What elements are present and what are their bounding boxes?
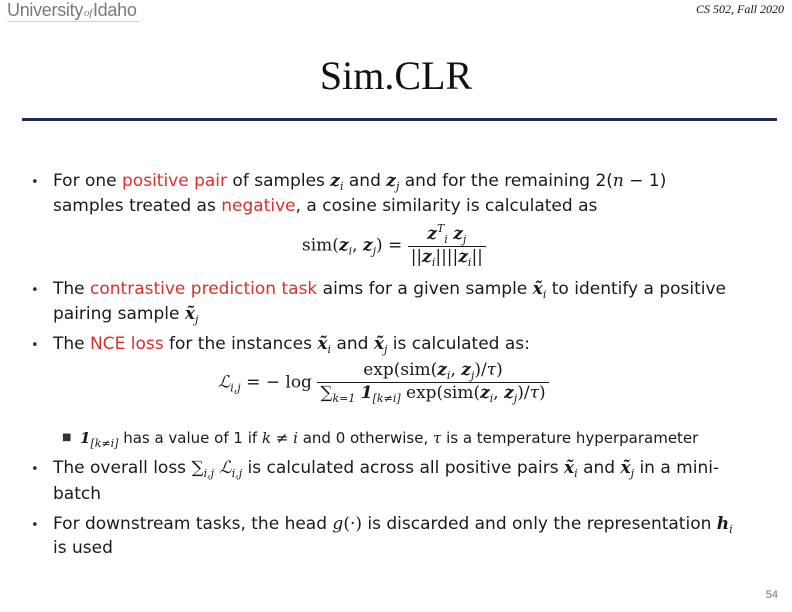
negative-highlight: negative <box>221 196 296 216</box>
bullet-2-line-1: The contrastive prediction task aims for a given sample $x̃_i$ to identify a positive <box>53 279 727 301</box>
bullet-dot: • <box>31 462 39 477</box>
nce-loss-highlight: NCE loss <box>90 334 164 354</box>
logo-university: University <box>7 0 84 20</box>
title-rule <box>22 118 777 121</box>
slide-title: Sim.CLR <box>319 53 473 98</box>
university-logo <box>7 0 137 21</box>
bullet-3-line-1: The NCE loss for the instances $x̃_i$ and $x̃_j$ is calculated as: <box>53 334 530 356</box>
bullet-dot: • <box>31 518 39 533</box>
sub-bullet-square: ■ <box>62 432 72 443</box>
bullet-dot: • <box>31 175 39 190</box>
bullet-5-line-1: For downstream tasks, the head g(·) is discarded and only the representation $h_i$ <box>53 514 733 536</box>
logo-underline <box>7 21 139 22</box>
bullet-1-line-2: samples treated as negative, a cosine similarity is calculated as <box>53 196 598 216</box>
positive-pair-highlight: positive pair <box>122 171 228 191</box>
course-label: CS 502, Fall 2020 <box>695 2 784 16</box>
bullet-4-line-2: batch <box>53 484 101 504</box>
logo-idaho: Idaho <box>92 0 137 20</box>
contrastive-task-highlight: contrastive prediction task <box>90 279 318 299</box>
bullet-4-line-1: The overall loss $\sum_{i,j}$ ℒ$_{i,j}$ is calculated across all positive pairs $x̃_i$ and $x̃_j$ in a mini- <box>53 458 720 480</box>
bullet-5-line-2: is used <box>53 538 113 558</box>
cosine-similarity-formula: $sim(z_i$, $z_j$) = $\frac{z^T_i z_j}{||z_i||||z_i||}$ <box>302 222 486 269</box>
logo-of: of <box>84 7 92 19</box>
bullet-1-line-1: For one positive pair of samples $z_i$ and $z_j$ and for the remaining 2(n − 1) <box>53 171 667 193</box>
page-number: 54 <box>765 589 778 601</box>
bullet-dot: • <box>31 338 39 353</box>
nce-loss-formula: ℒ$_{i,j}$ = − log $\frac{\exp(sim(z_i, z_j)/\tau)}{\sum_{k=1} 1_{[k\ne i]} \exp(sim(z_i, z_j)/\tau)}$ <box>218 360 549 405</box>
bullet-2-line-2: pairing sample $x̃_j$ <box>53 304 199 326</box>
sub-bullet-line: $1_{[k\ne i]}$ has a value of 1 if k ≠ i and 0 otherwise, τ is a temperature hyperparameter <box>80 429 699 450</box>
bullet-dot: • <box>31 283 39 298</box>
